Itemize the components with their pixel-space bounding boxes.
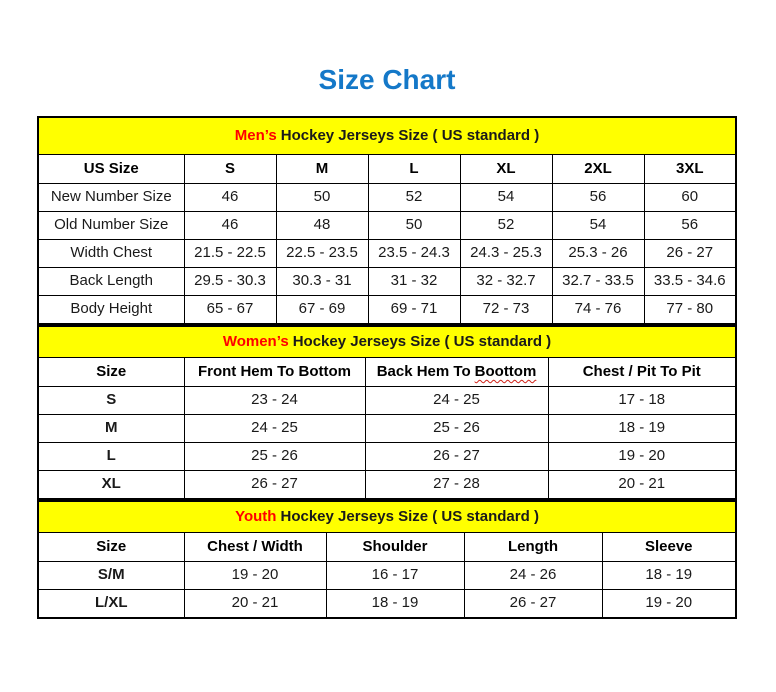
size-value-cell: 30.3 - 31 bbox=[276, 268, 368, 296]
table-row bbox=[38, 471, 736, 500]
mens-size-table bbox=[37, 116, 737, 325]
size-value-cell: 56 bbox=[644, 212, 736, 240]
column-header: Front Hem To Bottom bbox=[184, 358, 365, 387]
column-header-text: Back Hem To bbox=[376, 362, 471, 380]
size-value-cell: 21.5 - 22.5 bbox=[184, 240, 276, 268]
column-header: 3XL bbox=[644, 155, 736, 184]
row-label: Old Number Size bbox=[38, 212, 184, 240]
size-value-cell: 60 bbox=[644, 184, 736, 212]
size-value-cell: 26 - 27 bbox=[365, 443, 548, 471]
size-value-cell: 32 - 32.7 bbox=[460, 268, 552, 296]
size-value-cell: 24 - 25 bbox=[184, 415, 365, 443]
row-label: S bbox=[38, 387, 184, 415]
size-value-cell: 33.5 - 34.6 bbox=[644, 268, 736, 296]
column-header: 2XL bbox=[552, 155, 644, 184]
youth-band-text: Hockey Jerseys Size ( US standard ) bbox=[280, 507, 539, 525]
mens-section-band-row bbox=[38, 117, 736, 155]
size-value-cell: 52 bbox=[368, 184, 460, 212]
size-value-cell: 74 - 76 bbox=[552, 296, 644, 325]
column-header: US Size bbox=[38, 155, 184, 184]
size-value-cell: 46 bbox=[184, 184, 276, 212]
row-label: L/XL bbox=[38, 590, 184, 619]
table-row bbox=[38, 268, 736, 296]
size-value-cell: 69 - 71 bbox=[368, 296, 460, 325]
youth-band-highlight: Youth bbox=[235, 507, 277, 525]
size-value-cell: 23.5 - 24.3 bbox=[368, 240, 460, 268]
column-header: Shoulder bbox=[326, 533, 464, 562]
column-header: Size bbox=[38, 358, 184, 387]
column-header: S bbox=[184, 155, 276, 184]
size-value-cell: 25.3 - 26 bbox=[552, 240, 644, 268]
womens-band-highlight: Women’s bbox=[222, 332, 289, 350]
column-header: Sleeve bbox=[602, 533, 736, 562]
youth-size-table bbox=[37, 500, 737, 619]
column-header: L bbox=[368, 155, 460, 184]
womens-section-band-row bbox=[38, 326, 736, 358]
size-value-cell: 72 - 73 bbox=[460, 296, 552, 325]
size-value-cell: 52 bbox=[460, 212, 552, 240]
womens-band-text: Hockey Jerseys Size ( US standard ) bbox=[292, 332, 552, 350]
size-value-cell: 29.5 - 30.3 bbox=[184, 268, 276, 296]
size-value-cell: 26 - 27 bbox=[184, 471, 365, 500]
size-value-cell: 27 - 28 bbox=[365, 471, 548, 500]
size-value-cell: 18 - 19 bbox=[548, 415, 736, 443]
size-value-cell: 48 bbox=[276, 212, 368, 240]
page-title: Size Chart bbox=[318, 64, 456, 95]
size-value-cell: 24.3 - 25.3 bbox=[460, 240, 552, 268]
womens-section-header bbox=[38, 326, 736, 358]
table-row bbox=[38, 184, 736, 212]
youth-section-header bbox=[38, 501, 736, 533]
row-label: S/M bbox=[38, 562, 184, 590]
mens-band-text: Hockey Jerseys Size ( US standard ) bbox=[280, 126, 540, 144]
mens-header-row bbox=[38, 155, 736, 184]
table-row bbox=[38, 387, 736, 415]
size-value-cell: 18 - 19 bbox=[602, 562, 736, 590]
size-value-cell: 31 - 32 bbox=[368, 268, 460, 296]
size-value-cell: 24 - 26 bbox=[464, 562, 602, 590]
table-row bbox=[38, 212, 736, 240]
size-value-cell: 50 bbox=[276, 184, 368, 212]
mens-section-header bbox=[38, 117, 736, 155]
size-value-cell: 25 - 26 bbox=[365, 415, 548, 443]
table-row bbox=[38, 443, 736, 471]
size-value-cell: 20 - 21 bbox=[184, 590, 326, 619]
size-value-cell: 26 - 27 bbox=[644, 240, 736, 268]
row-label: New Number Size bbox=[38, 184, 184, 212]
table-row bbox=[38, 562, 736, 590]
column-header: XL bbox=[460, 155, 552, 184]
size-chart-tables bbox=[37, 116, 737, 619]
column-header: Chest / Width bbox=[184, 533, 326, 562]
column-header: Length bbox=[464, 533, 602, 562]
womens-header-row bbox=[38, 358, 736, 387]
row-label: Back Length bbox=[38, 268, 184, 296]
size-value-cell: 65 - 67 bbox=[184, 296, 276, 325]
size-value-cell: 25 - 26 bbox=[184, 443, 365, 471]
misspelled-word: Boottom bbox=[474, 362, 537, 380]
size-value-cell: 54 bbox=[552, 212, 644, 240]
row-label: Width Chest bbox=[38, 240, 184, 268]
size-value-cell: 77 - 80 bbox=[644, 296, 736, 325]
size-value-cell: 46 bbox=[184, 212, 276, 240]
size-value-cell: 32.7 - 33.5 bbox=[552, 268, 644, 296]
column-header: Size bbox=[38, 533, 184, 562]
row-label: M bbox=[38, 415, 184, 443]
size-value-cell: 17 - 18 bbox=[548, 387, 736, 415]
size-value-cell: 50 bbox=[368, 212, 460, 240]
size-value-cell: 24 - 25 bbox=[365, 387, 548, 415]
size-value-cell: 26 - 27 bbox=[464, 590, 602, 619]
size-value-cell: 67 - 69 bbox=[276, 296, 368, 325]
size-value-cell: 16 - 17 bbox=[326, 562, 464, 590]
row-label: XL bbox=[38, 471, 184, 500]
size-value-cell: 19 - 20 bbox=[548, 443, 736, 471]
row-label: Body Height bbox=[38, 296, 184, 325]
table-row bbox=[38, 296, 736, 325]
size-value-cell: 18 - 19 bbox=[326, 590, 464, 619]
size-value-cell: 54 bbox=[460, 184, 552, 212]
size-value-cell: 56 bbox=[552, 184, 644, 212]
column-header: M bbox=[276, 155, 368, 184]
size-value-cell: 19 - 20 bbox=[602, 590, 736, 619]
table-row bbox=[38, 240, 736, 268]
size-value-cell: 20 - 21 bbox=[548, 471, 736, 500]
table-row bbox=[38, 415, 736, 443]
size-value-cell: 19 - 20 bbox=[184, 562, 326, 590]
size-value-cell: 23 - 24 bbox=[184, 387, 365, 415]
mens-band-highlight: Men’s bbox=[234, 126, 277, 144]
youth-header-row bbox=[38, 533, 736, 562]
column-header bbox=[365, 358, 548, 387]
row-label: L bbox=[38, 443, 184, 471]
column-header: Chest / Pit To Pit bbox=[548, 358, 736, 387]
size-value-cell: 22.5 - 23.5 bbox=[276, 240, 368, 268]
youth-section-band-row bbox=[38, 501, 736, 533]
table-row bbox=[38, 590, 736, 619]
womens-size-table bbox=[37, 325, 737, 500]
